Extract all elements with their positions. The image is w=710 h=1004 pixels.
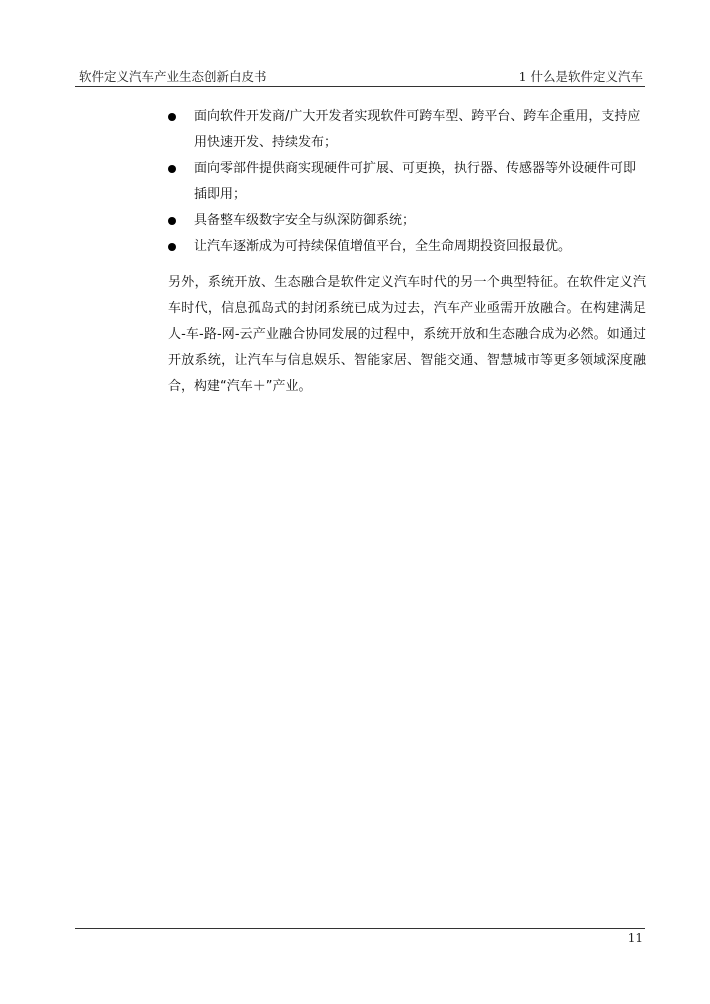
- document-title: 软件定义汽车产业生态创新白皮书: [79, 69, 267, 84]
- page-number: 11: [627, 931, 643, 945]
- page-footer: [75, 928, 645, 945]
- bullet-icon: [168, 165, 176, 173]
- list-item-text: 面向零部件提供商实现硬件可扩展、可更换，执行器、传感器等外设硬件可即插即用；: [194, 161, 637, 202]
- list-item: [168, 234, 646, 260]
- bullet-icon: [168, 113, 176, 121]
- page-body: [168, 104, 646, 400]
- body-paragraph: 另外，系统开放、生态融合是软件定义汽车时代的另一个典型特征。在软件定义汽车时代，信息孤岛式的封闭系统已成为过去，汽车产业亟需开放融合。在构建满足人-车-路-网-云产业融合协同发展的过程中，系统开放和生态融合成为必然。如通过开放系统，让汽车与信息娱乐、智能家居、智能交通、智慧城市等更多领域深度融合，构建“汽车＋”产业。: [168, 275, 646, 394]
- list-item-text: 具备整车级数字安全与纵深防御系统；: [194, 213, 416, 228]
- page-header: [75, 64, 645, 87]
- list-item: [168, 104, 646, 156]
- list-item-text: 让汽车逐渐成为可持续保值增值平台，全生命周期投资回报最优。: [194, 239, 572, 254]
- list-item-text: 面向软件开发商/广大开发者实现软件可跨车型、跨平台、跨车企重用，支持应用快速开发、持续发布；: [194, 109, 641, 150]
- chapter-title: 1 什么是软件定义汽车: [518, 69, 643, 84]
- list-item: [168, 208, 646, 234]
- bullet-list: [168, 104, 646, 260]
- bullet-icon: [168, 243, 176, 251]
- list-item: [168, 156, 646, 208]
- bullet-icon: [168, 217, 176, 225]
